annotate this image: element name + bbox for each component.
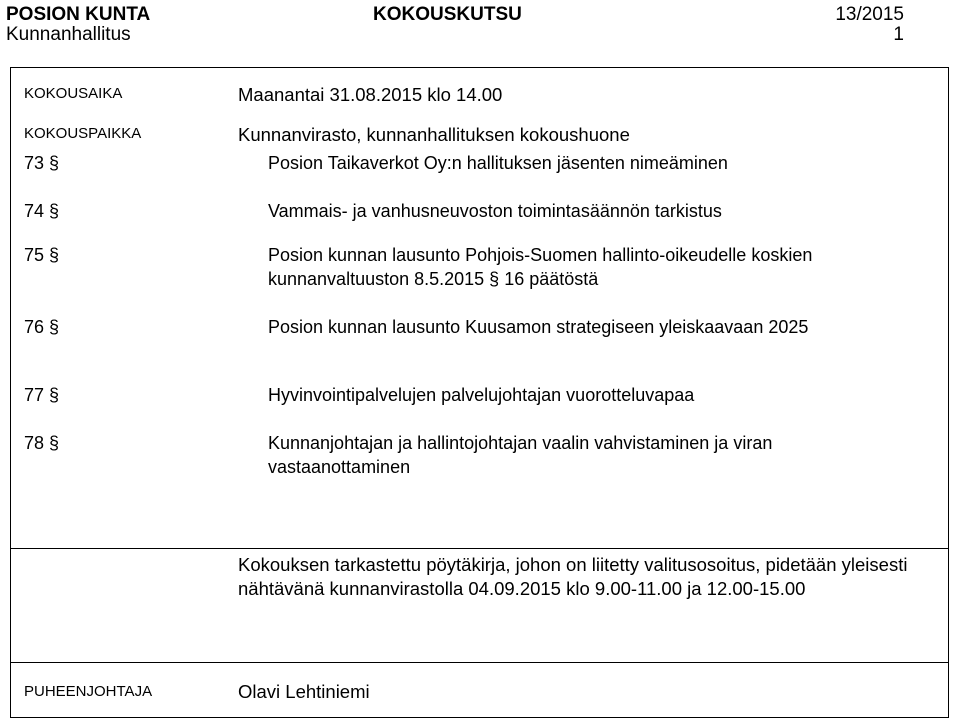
divider-line: [10, 662, 949, 663]
item-number: 76 §: [24, 317, 60, 337]
page-number: 1: [893, 24, 904, 45]
body-name: Kunnanhallitus: [6, 24, 131, 45]
meeting-time-label: KOKOUSAIKA: [24, 85, 123, 102]
item-number: 74 §: [24, 201, 60, 221]
municipality-name: POSION KUNTA: [6, 4, 151, 25]
item-number: 75 §: [24, 245, 60, 265]
minutes-notice: Kokouksen tarkastettu pöytäkirja, johon on liitetty valitusosoitus, pidetään yleisesti nähtävänä kunnanvirastolla 04.09.2015 klo 9.00-11.00 ja 12.00-15.00: [238, 554, 908, 599]
document-type: KOKOUSKUTSU: [373, 4, 522, 25]
meeting-place-label: KOKOUSPAIKKA: [24, 125, 142, 142]
item-title: Posion kunnan lausunto Pohjois-Suomen hallinto-oikeudelle koskien kunnanvaltuuston 8.5.2015 § 16 päätöstä: [268, 245, 813, 289]
item-title: Posion Taikaverkot Oy:n hallituksen jäsenten nimeäminen: [268, 153, 728, 173]
meeting-time-value: Maanantai 31.08.2015 klo 14.00: [238, 84, 503, 105]
item-title: Vammais- ja vanhusneuvoston toimintasäännön tarkistus: [268, 201, 722, 221]
meeting-place-value: Kunnanvirasto, kunnanhallituksen kokoushuone: [238, 124, 630, 145]
chair-label: PUHEENJOHTAJA: [24, 683, 153, 700]
item-number: 78 §: [24, 433, 60, 453]
item-title: Kunnanjohtajan ja hallintojohtajan vaalin vahvistaminen ja viran vastaanottaminen: [268, 433, 773, 477]
divider-line: [10, 548, 949, 549]
item-number: 77 §: [24, 385, 60, 405]
item-title: Hyvinvointipalvelujen palvelujohtajan vuorotteluvapaa: [268, 385, 695, 405]
item-title: Posion kunnan lausunto Kuusamon strategiseen yleiskaavaan 2025: [268, 317, 809, 337]
document-number: 13/2015: [835, 4, 904, 25]
item-number: 73 §: [24, 153, 60, 173]
chair-name: Olavi Lehtiniemi: [238, 681, 370, 702]
